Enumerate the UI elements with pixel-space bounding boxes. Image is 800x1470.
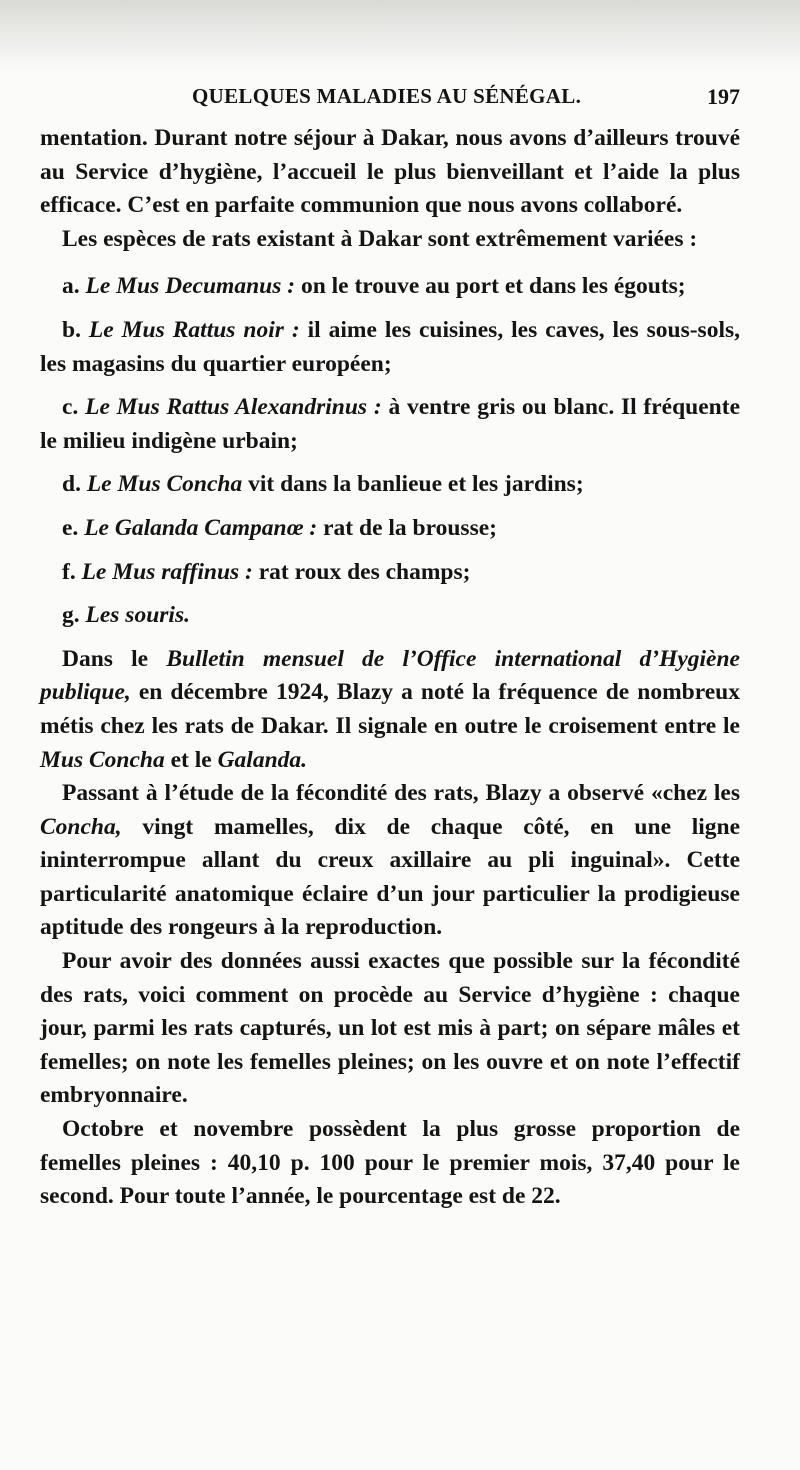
bulletin-and: et le [170,746,212,773]
species-item-c [40,391,740,458]
species-item-b [40,314,740,381]
paragraph-continuation: mentation. Durant notre séjour à Dakar, nous avons d’ailleurs trouvé au Service d’hygiène, l’accueil le plus bienveillant et l’aide la plus efficace. C’est en parfaite communion que nous avons collaboré. [40,125,740,219]
species-name: Le Mus Decumanus : [85,273,296,300]
fecundity-concha: Concha, [40,813,122,840]
species-item-a [40,270,740,304]
paragraph-bulletin [40,643,740,777]
species-letter: b. [62,316,81,343]
species-letter: a. [62,273,80,300]
running-title: QUELQUES MALADIES AU SÉNÉGAL. [192,84,582,108]
bulletin-title: Bulletin mensuel de l’Office international d’Hygiène publique, [40,645,740,706]
species-name: Le Mus raffinus : [81,558,253,585]
bulletin-mid: en décembre 1924, Blazy a noté la fréquence de nombreux métis chez les rats de Dakar. Il signale en outre le croisement entre le [40,679,740,739]
species-name: Le Mus Rattus noir : [88,316,300,343]
species-name: Les souris. [85,602,190,629]
species-description: vit dans la banlieue et les jardins; [248,471,584,498]
page-header [60,84,740,114]
fecundity-post: vingt mamelles, dix de chaque côté, en une ligne ininterrompue allant du creux axillaire au pli inguinal». Cette particularité anatomique éclaire d’un jour particulier la prodigieuse aptitude des rongeurs à la reproduction. [40,813,741,941]
paragraph-species-intro: Les espèces de rats existant à Dakar sont extrêmement variées : [62,225,698,252]
species-name: Le Mus Concha [86,471,243,498]
species-name: Le Mus Rattus Alexandrinus : [85,394,382,421]
species-description: rat roux des champs; [258,558,471,585]
page-number: 197 [707,84,740,109]
species-letter: e. [62,514,79,541]
species-item-e [40,512,740,546]
species-description: il aime les cuisines, les caves, les sous-sols, les magasins du quartier européen; [40,316,740,377]
species-description: rat de la brousse; [323,514,497,541]
paragraph-fecundity [40,777,740,945]
scan-shadow [0,0,800,70]
species-description: à ventre gris ou blanc. Il fréquente le milieu indigène urbain; [40,394,741,454]
species-description: on le trouve au port et dans les égouts; [300,273,686,300]
paragraph-statistics: Octobre et novembre possèdent la plus grosse proportion de femelles pleines : 40,10 p. 100 pour le premier mois, 37,40 pour le second. Pour toute l’année, le pourcentage est de 22. [40,1116,740,1210]
species-letter: g. [62,602,80,629]
species-item-g [40,599,740,633]
bulletin-pre: Dans le [62,645,149,672]
species-letter: d. [62,471,81,498]
body-text [40,122,740,1214]
fecundity-pre: Passant à l’étude de la fécondité des rats, Blazy a observé «chez les [62,780,740,807]
species-name: Le Galanda Campanœ : [84,514,318,541]
paragraph-procedure: Pour avoir des données aussi exactes que possible sur la fécondité des rats, voici comment on procède au Service d’hygiène : chaque jour, parmi les rats capturés, un lot est mis à part; on sépare mâles et femelles; on note les femelles pleines; on les ouvre et on note l’effectif embryonnaire. [40,948,740,1109]
bulletin-mus-concha: Mus Concha [40,746,165,773]
bulletin-galanda: Galanda. [217,746,308,773]
species-letter: c. [62,394,79,421]
species-item-d [40,468,740,502]
species-item-f [40,556,740,590]
species-letter: f. [62,558,76,585]
